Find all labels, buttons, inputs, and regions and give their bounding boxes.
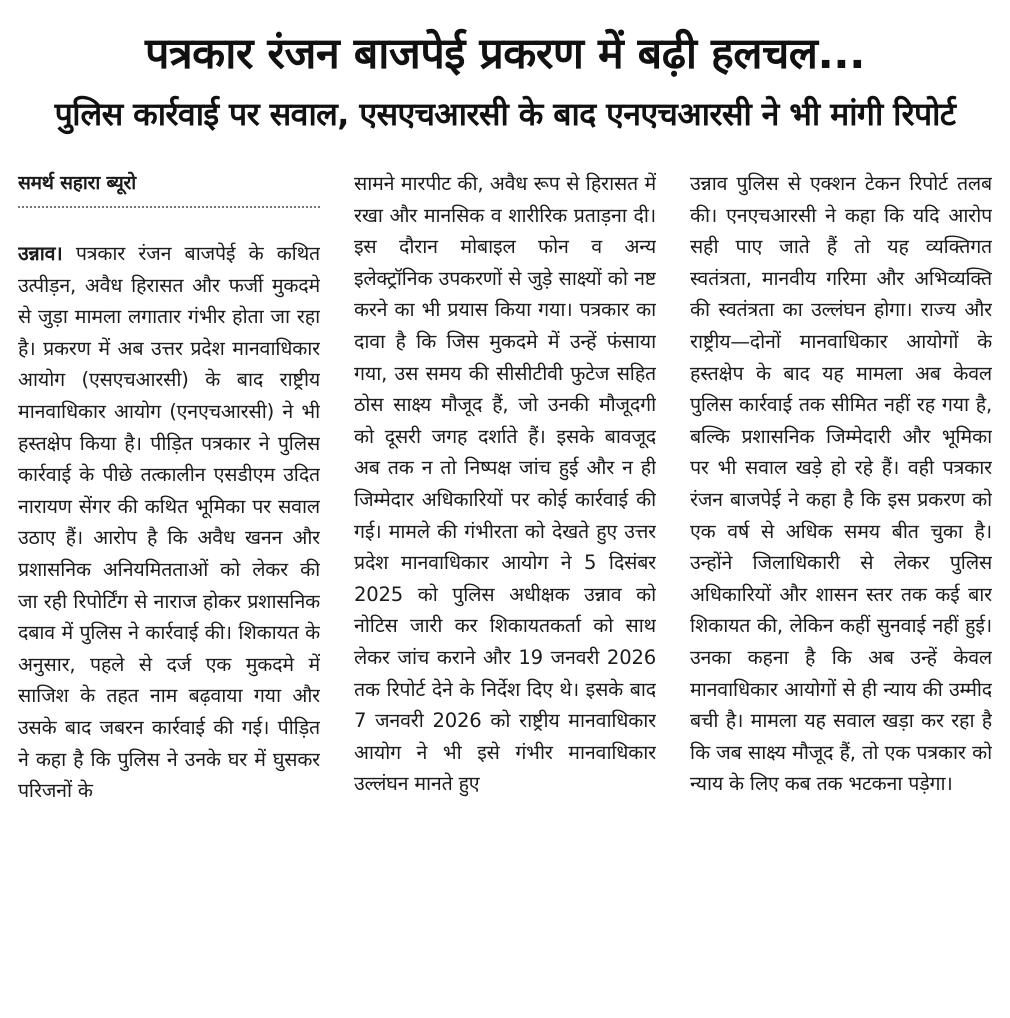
article-byline: समर्थ सहारा ब्यूरो: [18, 168, 320, 208]
column-1-text: पत्रकार रंजन बाजपेई के कथित उत्पीड़न, अवैध हिरासत और फर्जी मुकदमे से जुड़ा मामला लगातार गंभीर होता जा रहा है। प्रकरण में अब उत्तर प्रदेश मानवाधिकार आयोग (एसएचआरसी) के बाद राष्ट्रीय मानवाधिकार आयोग (एनएचआरसी) ने भी हस्तक्षेप किया है। पीड़ित पत्रकार ने पुलिस कार्रवाई के पीछे तत्कालीन एसडीएम उदित नारायण सेंगर की कथित भूमिका पर सवाल उठाए हैं। आरोप है कि अवैध खनन और प्रशासनिक अनियमितताओं को लेकर की जा रही रिपोर्टिंग से नाराज होकर प्रशासनिक दबाव में पुलिस ने कार्रवाई की। शिकायत के अनुसार, पहले से दर्ज एक मुकदमे में साजिश के तहत नाम बढ़वाया गया और उसके बाद जबरन कार्रवाई की गई। पीड़ित ने कहा है कि पुलिस ने उनके घर में घुसकर परिजनों के: [18, 242, 320, 803]
article-column-2: [354, 168, 656, 998]
article-paragraph-1: [18, 238, 320, 807]
article-column-3: [690, 168, 992, 998]
column-3-text: उन्नाव पुलिस से एक्शन टेकन रिपोर्ट तलब की। एनएचआरसी ने कहा कि यदि आरोप सही पाए जाते हैं तो यह व्यक्तिगत स्वतंत्रता, मानवीय गरिमा और अभिव्यक्ति की स्वतंत्रता का उल्लंघन होगा। राज्य और राष्ट्रीय—दोनों मानवाधिकार आयोगों के हस्तक्षेप के बाद यह मामला अब केवल पुलिस कार्रवाई तक सीमित नहीं रह गया है, बल्कि प्रशासनिक जिम्मेदारी और भूमिका पर भी सवाल खड़े हो रहे हैं। वही पत्रकार रंजन बाजपेई ने कहा है कि इस प्रकरण को एक वर्ष से अधिक समय बीत चुका है। उन्होंने जिलाधिकारी से लेकर पुलिस अधिकारियों और शासन स्तर तक कई बार शिकायत की, लेकिन कहीं सुनवाई नहीं हुई। उनका कहना है कि अब उन्हें केवल मानवाधिकार आयोगों से ही न्याय की उम्मीद बची है। मामला यह सवाल खड़ा कर रहा है कि जब साक्ष्य मौजूद हैं, तो एक पत्रकार को न्याय के लिए कब तक भटकना पड़ेगा।: [690, 172, 992, 796]
article-headline: पत्रकार रंजन बाजपेई प्रकरण में बढ़ी हलचल...: [145, 29, 865, 79]
column-2-text: सामने मारपीट की, अवैध रूप से हिरासत में रखा और मानसिक व शारीरिक प्रताड़ना दी। इस दौरान मोबाइल फोन व अन्य इलेक्ट्रॉनिक उपकरणों से जुड़े साक्ष्यों को नष्ट करने का भी प्रयास किया गया। पत्रकार का दावा है कि जिस मुकदमे में उन्हें फंसाया गया, उस समय की सीसीटीवी फुटेज सहित ठोस साक्ष्य मौजूद हैं, जो उनकी मौजूदगी को दूसरी जगह दर्शाते हैं। इसके बावजूद अब तक न तो निष्पक्ष जांच हुई और न ही जिम्मेदार अधिकारियों पर कोई कार्रवाई की गई। मामले की गंभीरता को देखते हुए उत्तर प्रदेश मानवाधिकार आयोग ने 5 दिसंबर 2025 को पुलिस अधीक्षक उन्नाव को नोटिस जारी कर शिकायतकर्ता को साथ लेकर जांच कराने और 19 जनवरी 2026 तक रिपोर्ट देने के निर्देश दिए थे। इसके बाद 7 जनवरी 2026 को राष्ट्रीय मानवाधिकार आयोग ने भी इसे गंभीर मानवाधिकार उल्लंघन मानते हुए: [354, 172, 656, 796]
article-column-1: [18, 168, 320, 998]
article-subheadline: पुलिस कार्रवाई पर सवाल, एसएचआरसी के बाद एनएचआरसी ने भी मांगी रिपोर्ट: [54, 95, 956, 133]
article-dateline: उन्नाव।: [18, 242, 63, 265]
article-body: [18, 168, 992, 998]
